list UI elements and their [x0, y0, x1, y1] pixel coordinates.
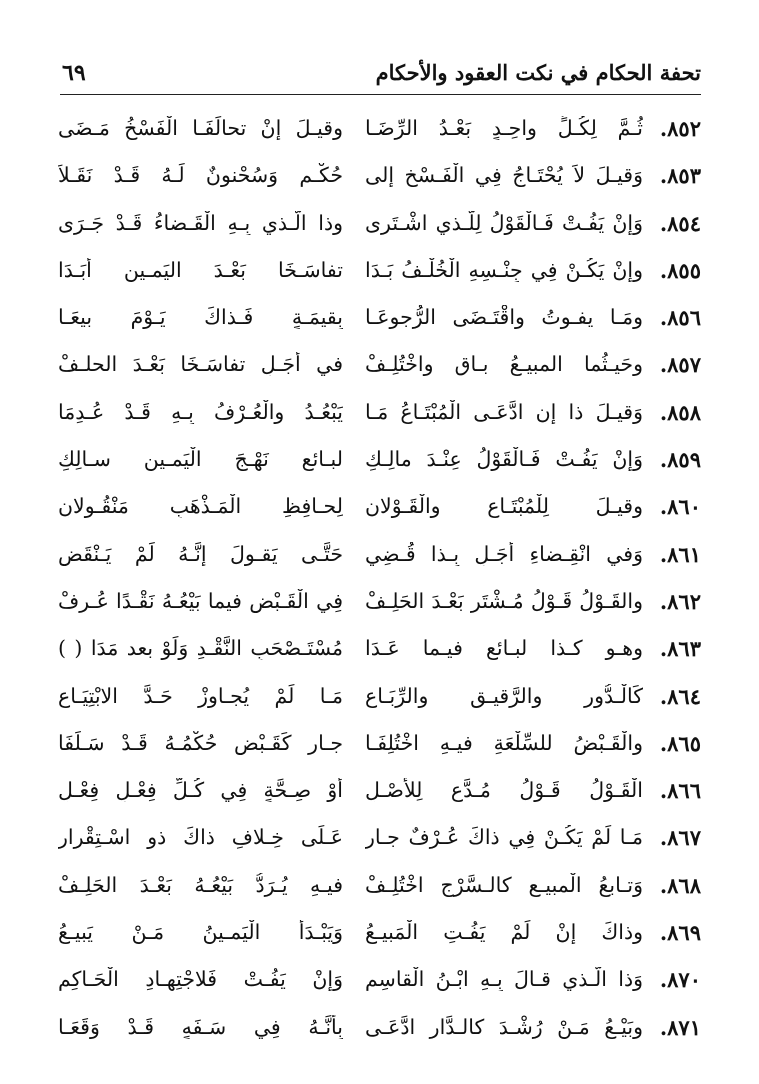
- verse-number: ٨٦٣.: [659, 636, 701, 662]
- running-title: تحفة الحكام في نكت العقود والأحكام: [375, 60, 701, 85]
- verse-first-hemistich: وَتـابعُ الْمبيـعِ كالـسَّرْجِ اخْتُلِـفْ: [365, 872, 643, 897]
- verse-first-hemistich: وَقيـلَ لاَ يُحْتَـاجُ فِي الْفَـسْخِ إلى: [365, 163, 643, 188]
- verse-second-hemistich: فِي الْقَـبْضِ فيما بَيْعُـهُ نَقْـدًا عُـرِفْ: [58, 588, 343, 613]
- verse-line: [58, 344, 701, 391]
- verse-first-hemistich: والْقَـبْضُ للسِّلْعَةِ فيـهِ اخْتُلِفَـا: [365, 730, 643, 755]
- verse-first-hemistich: الْقَـوْلُ قَـوْلُ مُـدَّعٍ لِلأَصْـلِ: [365, 778, 643, 803]
- verse-number: ٨٦٨.: [659, 872, 701, 898]
- page-header: [60, 58, 701, 95]
- verse-number: ٨٥٤.: [659, 210, 701, 236]
- verse-second-hemistich: في أَجَـلٍ تفاسَـخَا بَعْـدَ الحلـفْ: [58, 352, 343, 377]
- verse-second-hemistich: وَيَبْـدَأُ الْيَمـينُ مَـنْ يَبيـعُ: [58, 920, 343, 945]
- verse-second-hemistich: لِحـافِظِ الْمَـذْهَبِ مَنْقُـولانِ: [58, 494, 343, 519]
- verse-second-hemistich: حُكْـمٍ وَسُحْنونٌ لَـهُ قَـدْ نَقَـلاَ: [58, 163, 343, 188]
- verse-first-hemistich: وإنْ يَكُـنْ فِي جِنْـسِهِ الْخُلْـفُ بَـدَا: [365, 257, 643, 282]
- verse-number: ٨٦٧.: [659, 825, 701, 851]
- verse-number: ٨٥٦.: [659, 305, 701, 331]
- verse-line: [58, 155, 701, 202]
- verse-first-hemistich: وقيـلَ لِلْمُبْتَـاعِ والْقَـوْلانِ: [365, 494, 643, 519]
- verse-number: ٨٥٥.: [659, 257, 701, 283]
- verse-number: ٨٦١.: [659, 541, 701, 567]
- verse-second-hemistich: بِأَنَّـهُ فِي سَـفَهٍ قَـدْ وَقَعَـا: [58, 1014, 343, 1039]
- verse-first-hemistich: وهـو كـذا لبـائعٍ فيـما عَـدَا: [365, 636, 643, 661]
- verse-second-hemistich: تفاسَـخَا بَعْـدَ اليَمـينِ أَبَـدَا: [58, 257, 343, 282]
- verse-line: [58, 534, 701, 581]
- verse-first-hemistich: وحَيـثُما المبيـعُ بـاقٍ واخْتُلِـفْ: [365, 352, 643, 377]
- verse-line: [58, 817, 701, 864]
- verse-first-hemistich: وَفي انْقِـضاءِ أَجَـلٍ بِـذا قُـضِي: [365, 541, 643, 566]
- verse-number: ٨٧٠.: [659, 967, 701, 993]
- verse-first-hemistich: وَإنْ يَفُـتْ فَـالْقَوْلُ لِلَّـذي اشْـتَرى: [365, 210, 643, 235]
- verse-line: [58, 108, 701, 155]
- verse-line: [58, 1007, 701, 1054]
- verse-first-hemistich: وبَيْـعُ مَـنْ رُشْـدَ كالـدَّارِ ادَّعَـى: [365, 1014, 643, 1039]
- verse-first-hemistich: والقَـوْلُ قَـوْلُ مُـشْتَرٍ بَعْـدَ الحَلِـفْ: [365, 588, 643, 613]
- verse-line: [58, 581, 701, 628]
- verse-number: ٨٦٦.: [659, 778, 701, 804]
- verse-second-hemistich: لبـائعٍ نَهْـجَ الْيَمـينِ سـالِكِ: [58, 447, 343, 472]
- verse-line: [58, 959, 701, 1006]
- verse-second-hemistich: بِقيمَـةٍ فَـذاكَ يَـوْمَ بيعَـا: [58, 305, 343, 330]
- verse-second-hemistich: فيـهِ يُـرَدُّ بَيْعُـهُ بَعْـدَ الحَلِـفْ: [58, 872, 343, 897]
- verse-number: ٨٥٢.: [659, 116, 701, 141]
- verse-line: [58, 865, 701, 912]
- verse-first-hemistich: وَإنْ يَفُـتْ فَـالْقَوْلُ عِنْـدَ مالِـكِ: [365, 447, 643, 472]
- verse-second-hemistich: أَوْ صِـحَّةٍ فِي كُـلِّ فِعْـلٍ فِعْـلِ: [58, 778, 343, 803]
- verse-number: ٨٦٩.: [659, 920, 701, 946]
- verse-line: [58, 297, 701, 344]
- verse-first-hemistich: وَذا الَّـذي قـالَ بِـهِ ابْـنُ الْقاسِمِ: [365, 967, 643, 992]
- verse-first-hemistich: ومَـا يفـوتُ واقْتَـضَى الرُّجوعَـا: [365, 305, 643, 330]
- verse-second-hemistich: وقيـلَ إنْ تحالَفَـا الْفَسْخُ مَـضَى: [58, 116, 343, 140]
- verse-second-hemistich: مُسْتَـصْحَبِ النَّقْـدِ وَلَوْ بعد مَدَا ( ): [58, 636, 343, 661]
- verse-number: ٨٥٣.: [659, 163, 701, 189]
- verse-line: [58, 628, 701, 675]
- verse-number: ٨٧١.: [659, 1014, 701, 1040]
- verse-number: ٨٥٨.: [659, 399, 701, 425]
- verse-line: [58, 912, 701, 959]
- verse-number: ٨٥٩.: [659, 447, 701, 473]
- verse-number: ٨٦٤.: [659, 683, 701, 709]
- verse-line: [58, 392, 701, 439]
- verse-second-hemistich: يَبْعُـدُ والْعُـرْفُ بِـهِ قَـدْ عُـدِمَا: [58, 399, 343, 424]
- verse-line: [58, 723, 701, 770]
- verse-list: [58, 108, 701, 1054]
- verse-number: ٨٦٢.: [659, 588, 701, 614]
- verse-second-hemistich: وذا الَّـذي بِـهِ الْقَـضاءُ قَـدْ جَـرَى: [58, 210, 343, 235]
- verse-second-hemistich: عَـلَى خِـلافِ ذاكَ ذو اسْـتِقْرارِ: [58, 825, 343, 850]
- verse-number: ٨٦٥.: [659, 730, 701, 756]
- verse-second-hemistich: جـارٍ كَقَـبْضٍ حُكْمُـهُ قَـدْ سَـلَفَا: [58, 730, 343, 755]
- verse-first-hemistich: وذاكَ إنْ لَمْ يَفُـتِ الْمَبيـعُ: [365, 920, 643, 945]
- verse-first-hemistich: مَـا لَمْ يَكُـنْ فِي ذاكَ عُـرْفٌ جـارِ: [365, 825, 643, 850]
- verse-second-hemistich: حَتَّـى يَقـولَ إنَّـهُ لَمْ يَـنْقَضِ: [58, 541, 343, 566]
- verse-number: ٨٥٧.: [659, 352, 701, 378]
- verse-second-hemistich: مَـا لَمْ يُجـاوِزْ حَـدَّ الابْتِيَـاعِ: [58, 683, 343, 708]
- verse-line: [58, 439, 701, 486]
- verse-line: [58, 486, 701, 533]
- verse-line: [58, 250, 701, 297]
- verse-number: ٨٦٠.: [659, 494, 701, 520]
- page-number: ٦٩: [62, 60, 86, 86]
- verse-first-hemistich: ثُـمَّ لِكُـلٍّ واحِـدٍ بَعْـدُ الرِّضَـا: [365, 116, 643, 140]
- verse-line: [58, 676, 701, 723]
- verse-first-hemistich: وَقيـلَ ذا إنِ ادَّعَـى الْمُبْتَـاعُ مَـا: [365, 399, 643, 424]
- verse-first-hemistich: كَالْـدُّورِ والرَّقيـقِ والرِّبَـاعِ: [365, 683, 643, 708]
- verse-line: [58, 770, 701, 817]
- verse-line: [58, 203, 701, 250]
- verse-second-hemistich: وَإنْ يَفُـتْ فَلاجْتِهـادِ الْحَـاكِمِ: [58, 967, 343, 992]
